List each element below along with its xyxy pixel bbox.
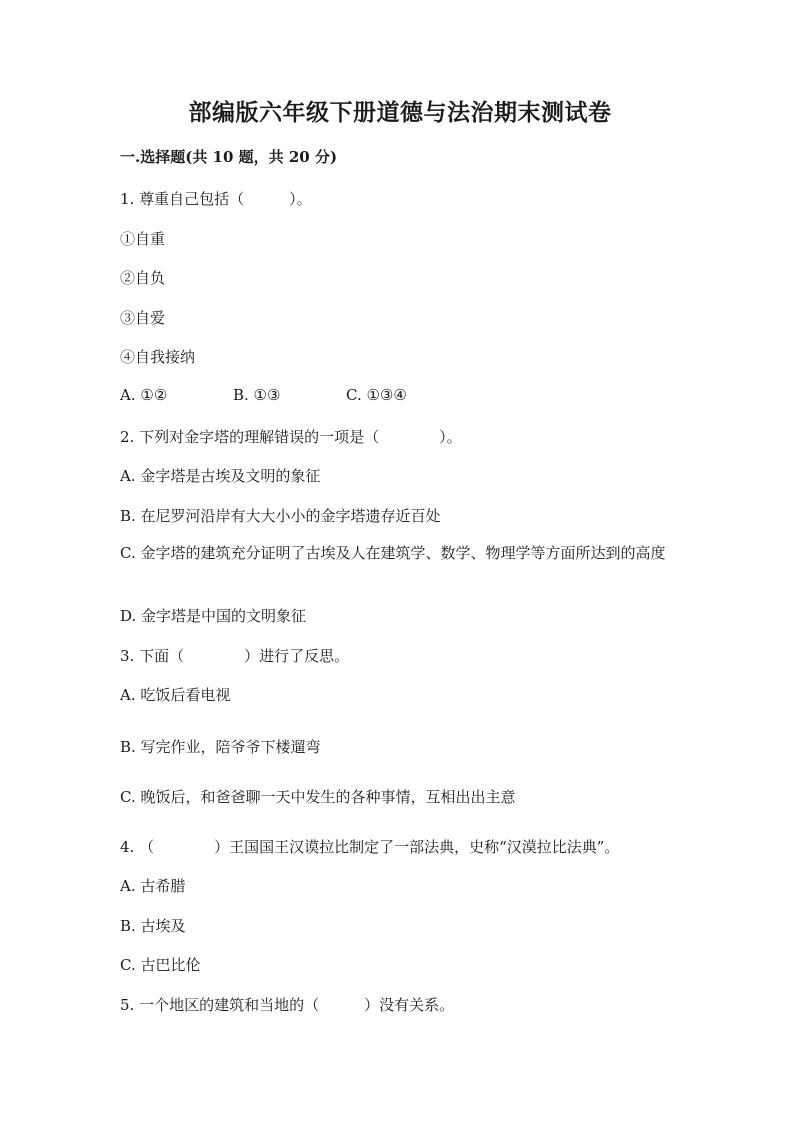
question-1-item: ④自我接纳	[120, 348, 196, 366]
question-1-option-c: C. ①③④	[346, 386, 407, 404]
question-3-option-a: A. 吃饭后看电视	[120, 686, 231, 704]
question-1-item: ①自重	[120, 230, 166, 248]
question-1-stem: 1. 尊重自己包括（ ）。	[120, 190, 312, 208]
question-4-option-c: C. 古巴比伦	[120, 956, 201, 974]
question-4-option-b: B. 古埃及	[120, 917, 186, 935]
question-1-option-a: A. ①②	[120, 386, 168, 404]
question-3-stem: 3. 下面（ ）进行了反思。	[120, 647, 350, 665]
question-3-option-c: C. 晚饭后，和爸爸聊一天中发生的各种事情，互相出出主意	[120, 788, 516, 806]
question-1-option-b: B. ①③	[233, 386, 281, 404]
question-4-option-a: A. 古希腊	[120, 877, 186, 895]
question-1-item: ②自负	[120, 269, 166, 287]
question-2-stem: 2. 下列对金字塔的理解错误的一项是（ ）。	[120, 428, 462, 446]
question-2-option-c: C. 金字塔的建筑充分证明了古埃及人在建筑学、数学、物理学等方面所达到的高度	[120, 544, 666, 562]
question-2-option-a: A. 金字塔是古埃及文明的象征	[120, 467, 321, 485]
question-5-stem: 5. 一个地区的建筑和当地的（ ）没有关系。	[120, 996, 455, 1014]
question-2-option-b: B. 在尼罗河沿岸有大大小小的金字塔遗存近百处	[120, 507, 441, 525]
section-heading: 一.选择题(共 10 题，共 20 分)	[120, 148, 338, 166]
question-3-option-b: B. 写完作业，陪爷爷下楼遛弯	[120, 738, 321, 756]
question-1-item: ③自爱	[120, 309, 166, 327]
question-4-stem: 4. （ ）王国国王汉谟拉比制定了一部法典，史称“汉漠拉比法典”。	[120, 838, 620, 856]
page-title: 部编版六年级下册道德与法治期末测试卷	[188, 99, 612, 126]
question-2-option-d: D. 金字塔是中国的文明象征	[120, 607, 307, 625]
